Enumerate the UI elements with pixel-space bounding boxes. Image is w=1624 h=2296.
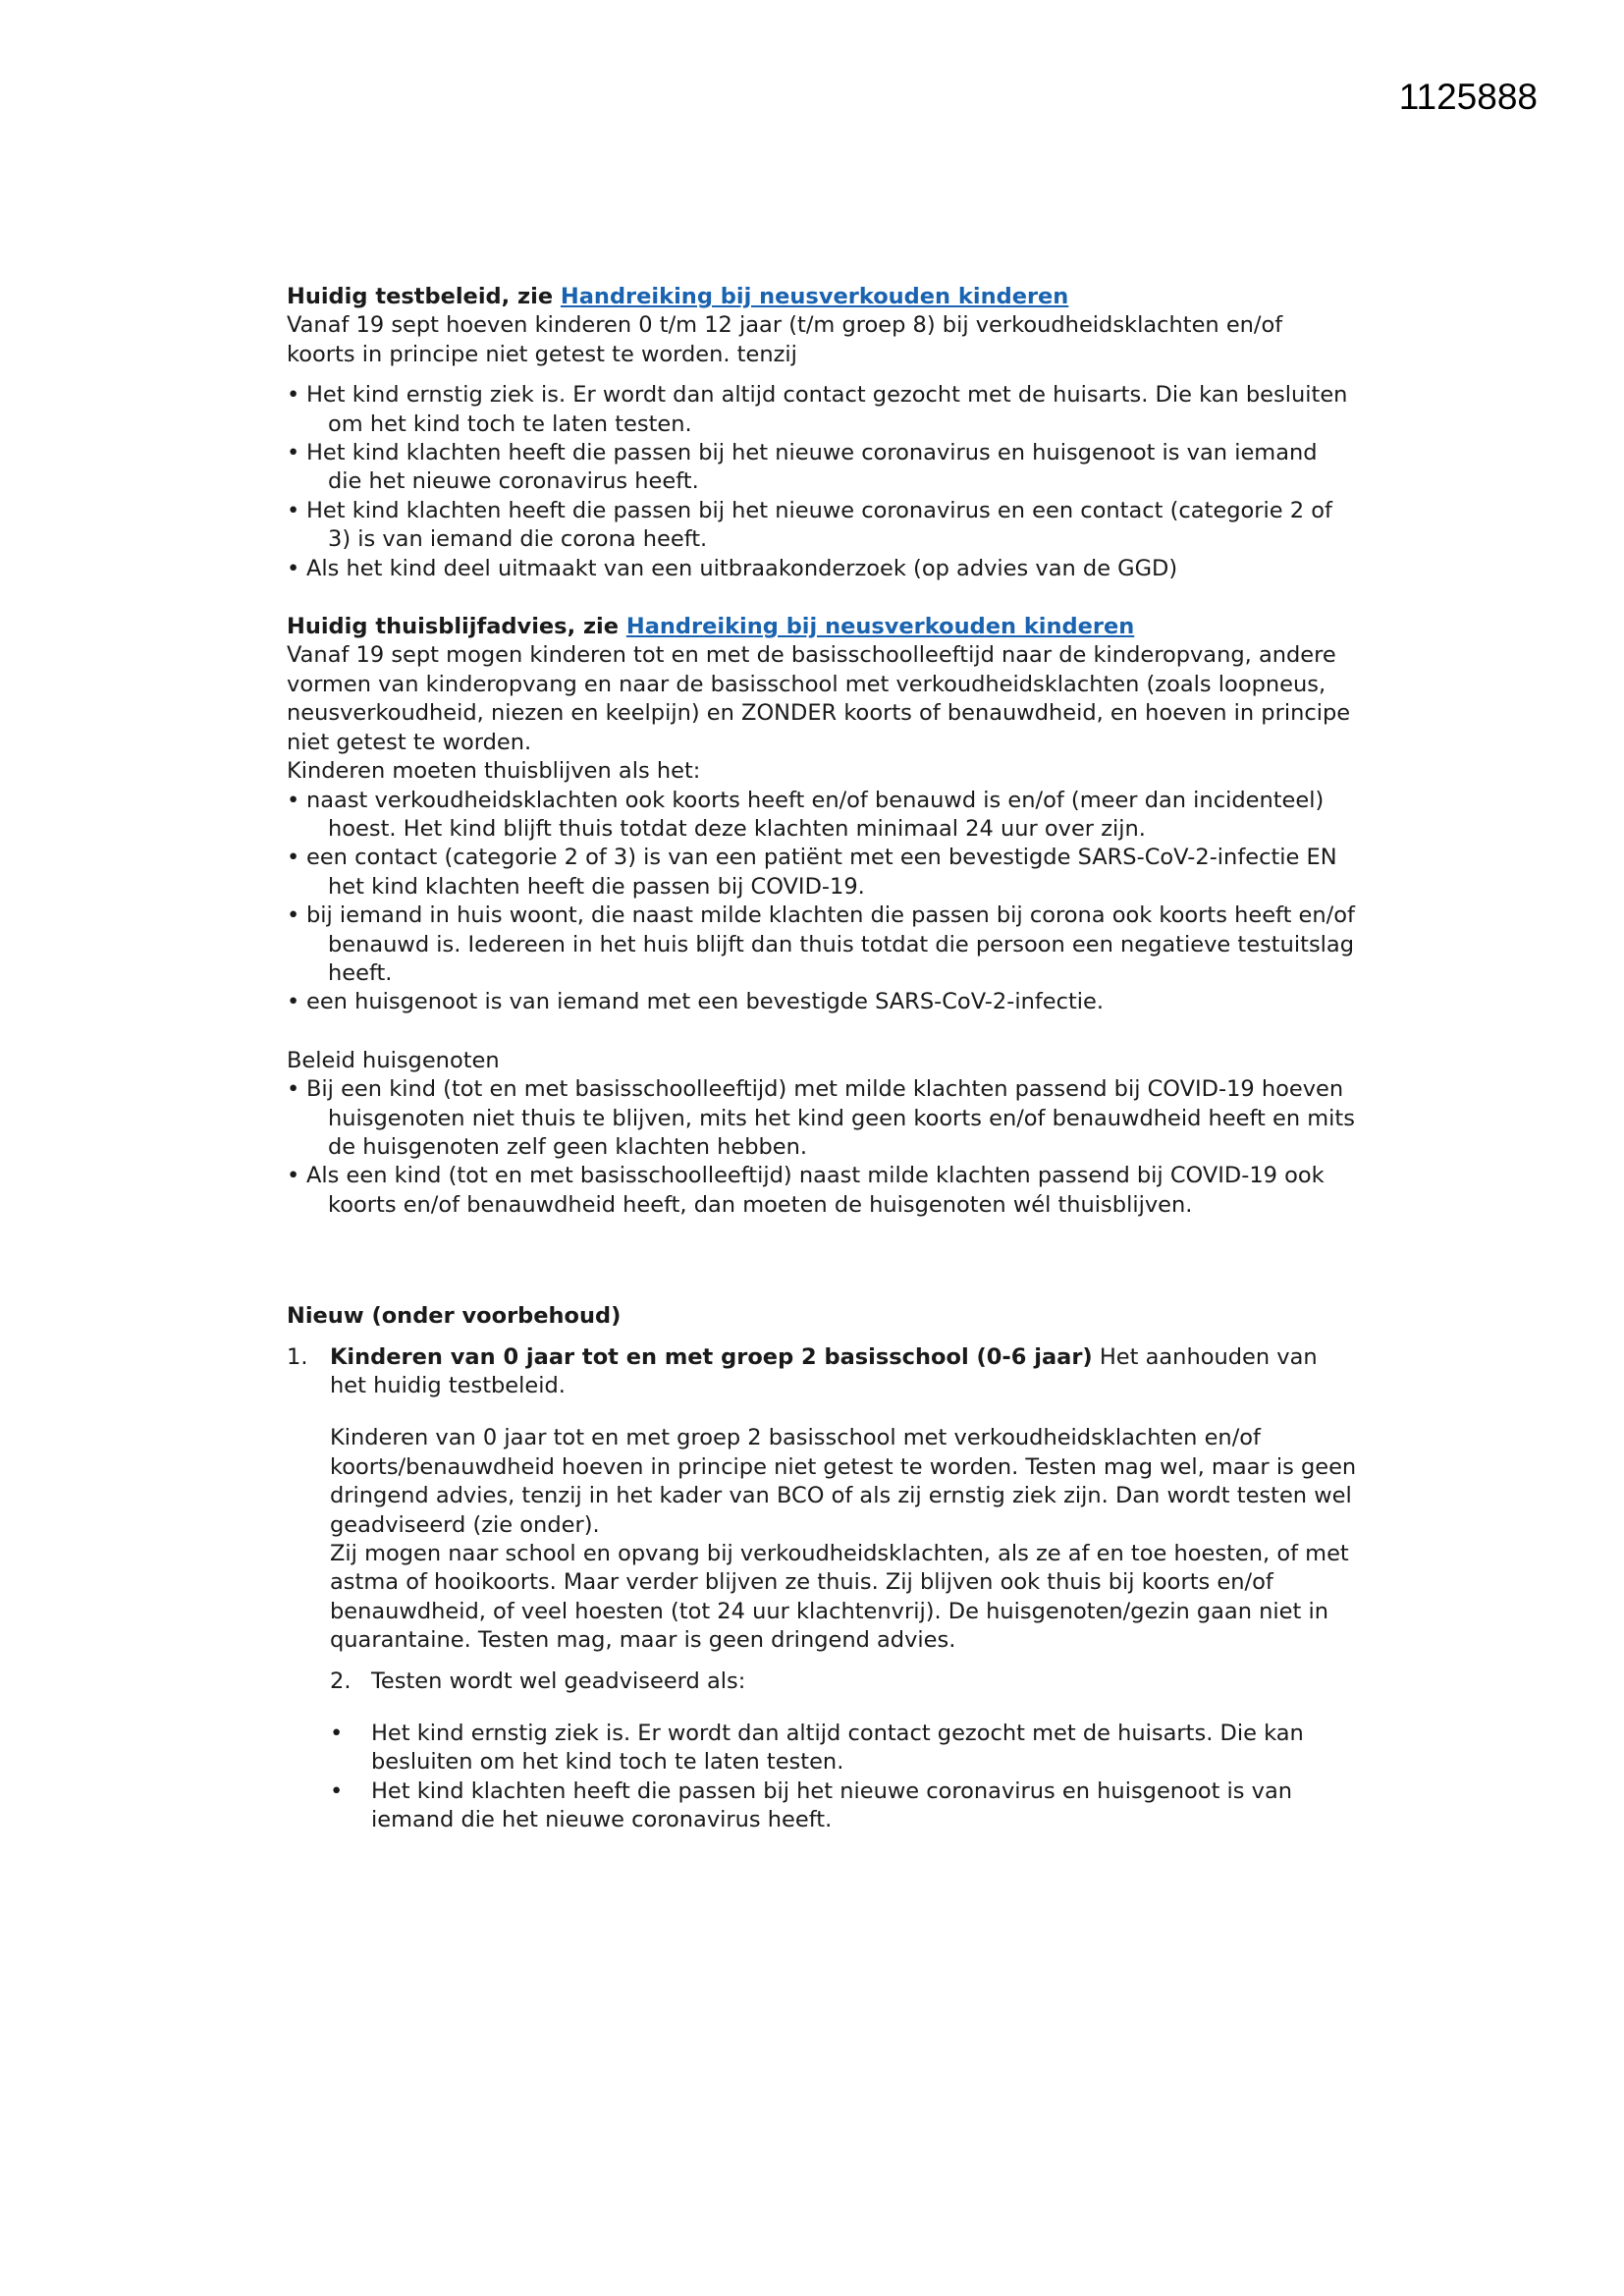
section-heading-testbeleid [287,283,1357,311]
document-id: 1125888 [1398,77,1538,117]
section-heading-huisgenoten: Beleid huisgenoten [287,1047,500,1073]
handreiking-link[interactable]: Handreiking bij neusverkouden kinderen [625,614,1135,640]
paragraph: Zij mogen naar school en opvang bij verkoudheidsklachten, als ze af en toe hoesten, of met astma of hooikoorts. Maar verder blijven ze thuis. Zij blijven ook thuis bij koorts en/of benauwdheid, of veel hoesten (tot 24 uur klachtenvrij). De huisgenoten/gezin gaan niet in quarantaine. Testen mag, maar is geen dringend advies. [330,1541,1349,1654]
list-item: • Het kind ernstig ziek is. Er wordt dan altijd contact gezocht met de huisarts. Die kan besluiten om het kind toch te laten testen. [371,1720,1357,1777]
paragraph: Vanaf 19 sept mogen kinderen tot en met de basisschoolleeftijd naar de kinderopvang, andere vormen van kinderopvang en naar de basisschool met verkoudheidsklachten (zoals loopneus, neusverkoudheid, niezen en keelpijn) en ZONDER koorts of benauwdheid, en hoeven in principe niet getest te worden. [287,642,1351,755]
item-bold-text: Kinderen van 0 jaar tot en met groep 2 basisschool (0-6 jaar) [330,1343,1093,1370]
item-number: 2. [330,1667,352,1694]
list-item: • Bij een kind (tot en met basisschoolleeftijd) met milde klachten passend bij COVID-19 hoeven huisgenoten niet thuis te blijven, mits het kind geen koorts en/of benauwdheid heeft en mits de huisgenoten zelf geen klachten hebben. [287,1075,1357,1162]
paragraph: Kinderen van 0 jaar tot en met groep 2 basisschool met verkoudheidsklachten en/of koorts/benauwdheid hoeven in principe niet getest te worden. Testen mag wel, maar is geen dringend advies, tenzij in het kader van BCO of als zij ernstig ziek zijn. Dan wordt testen wel geadviseerd (zie onder). [330,1425,1357,1538]
section-heading-nieuw: Nieuw (onder voorbehoud) [287,1303,622,1330]
paragraph: Kinderen moeten thuisblijven als het: [287,758,701,785]
heading-text: Huidig testbeleid, zie [287,284,561,309]
bullet-list [287,1075,1357,1220]
bullet-list [287,381,1357,583]
handreiking-link[interactable]: Handreiking bij neusverkouden kinderen [560,284,1069,309]
list-item: • een huisgenoot is van iemand met een bevestigde SARS-CoV-2-infectie. [287,988,1357,1016]
heading-text: Huidig thuisblijfadvies, zie [287,614,626,640]
list-item: • naast verkoudheidsklachten ook koorts heeft en/of benauwd is en/of (meer dan incidenteel) hoest. Het kind blijft thuis totdat deze klachten minimaal 24 uur over zijn. [287,787,1357,845]
list-item: • Het kind ernstig ziek is. Er wordt dan altijd contact gezocht met de huisarts. Die kan besluiten om het kind toch te laten testen. [287,381,1357,439]
section-heading-thuisblijfadvies [287,613,1357,641]
item-number: 1. [287,1343,308,1370]
list-item: • een contact (categorie 2 of 3) is van een patiënt met een bevestigde SARS-CoV-2-infectie EN het kind klachten heeft die passen bij COVID-19. [287,844,1357,902]
bullet-list [287,787,1357,1017]
item-text: Testen wordt wel geadviseerd als: [371,1667,746,1694]
numbered-item [287,1667,1357,1696]
list-item: • Het kind klachten heeft die passen bij het nieuwe coronavirus en huisgenoot is van iemand die het nieuwe coronavirus heeft. [371,1777,1357,1835]
document-body [287,283,1357,1835]
list-item: • Het kind klachten heeft die passen bij het nieuwe coronavirus en huisgenoot is van iemand die het nieuwe coronavirus heeft. [287,439,1357,497]
paragraph: Vanaf 19 sept hoeven kinderen 0 t/m 12 jaar (t/m groep 8) bij verkoudheidsklachten en/of koorts in principe niet getest te worden. tenzij [287,312,1283,367]
bullet-list [287,1720,1357,1835]
list-item: • Als een kind (tot en met basisschoolleeftijd) naast milde klachten passend bij COVID-19 ook koorts en/of benauwdheid heeft, dan moeten de huisgenoten wél thuisblijven. [287,1162,1357,1220]
list-item: • Als het kind deel uitmaakt van een uitbraakonderzoek (op advies van de GGD) [287,555,1357,583]
list-item: • bij iemand in huis woont, die naast milde klachten die passen bij corona ook koorts heeft en/of benauwd is. Iedereen in het huis blijft dan thuis totdat die persoon een negatieve testuitslag heeft. [287,902,1357,988]
item-text: Het aanhouden van het huidig testbeleid. [330,1343,1318,1398]
list-item: • Het kind klachten heeft die passen bij het nieuwe coronavirus en een contact (categorie 2 of 3) is van iemand die corona heeft. [287,497,1357,555]
numbered-item [287,1343,1357,1401]
